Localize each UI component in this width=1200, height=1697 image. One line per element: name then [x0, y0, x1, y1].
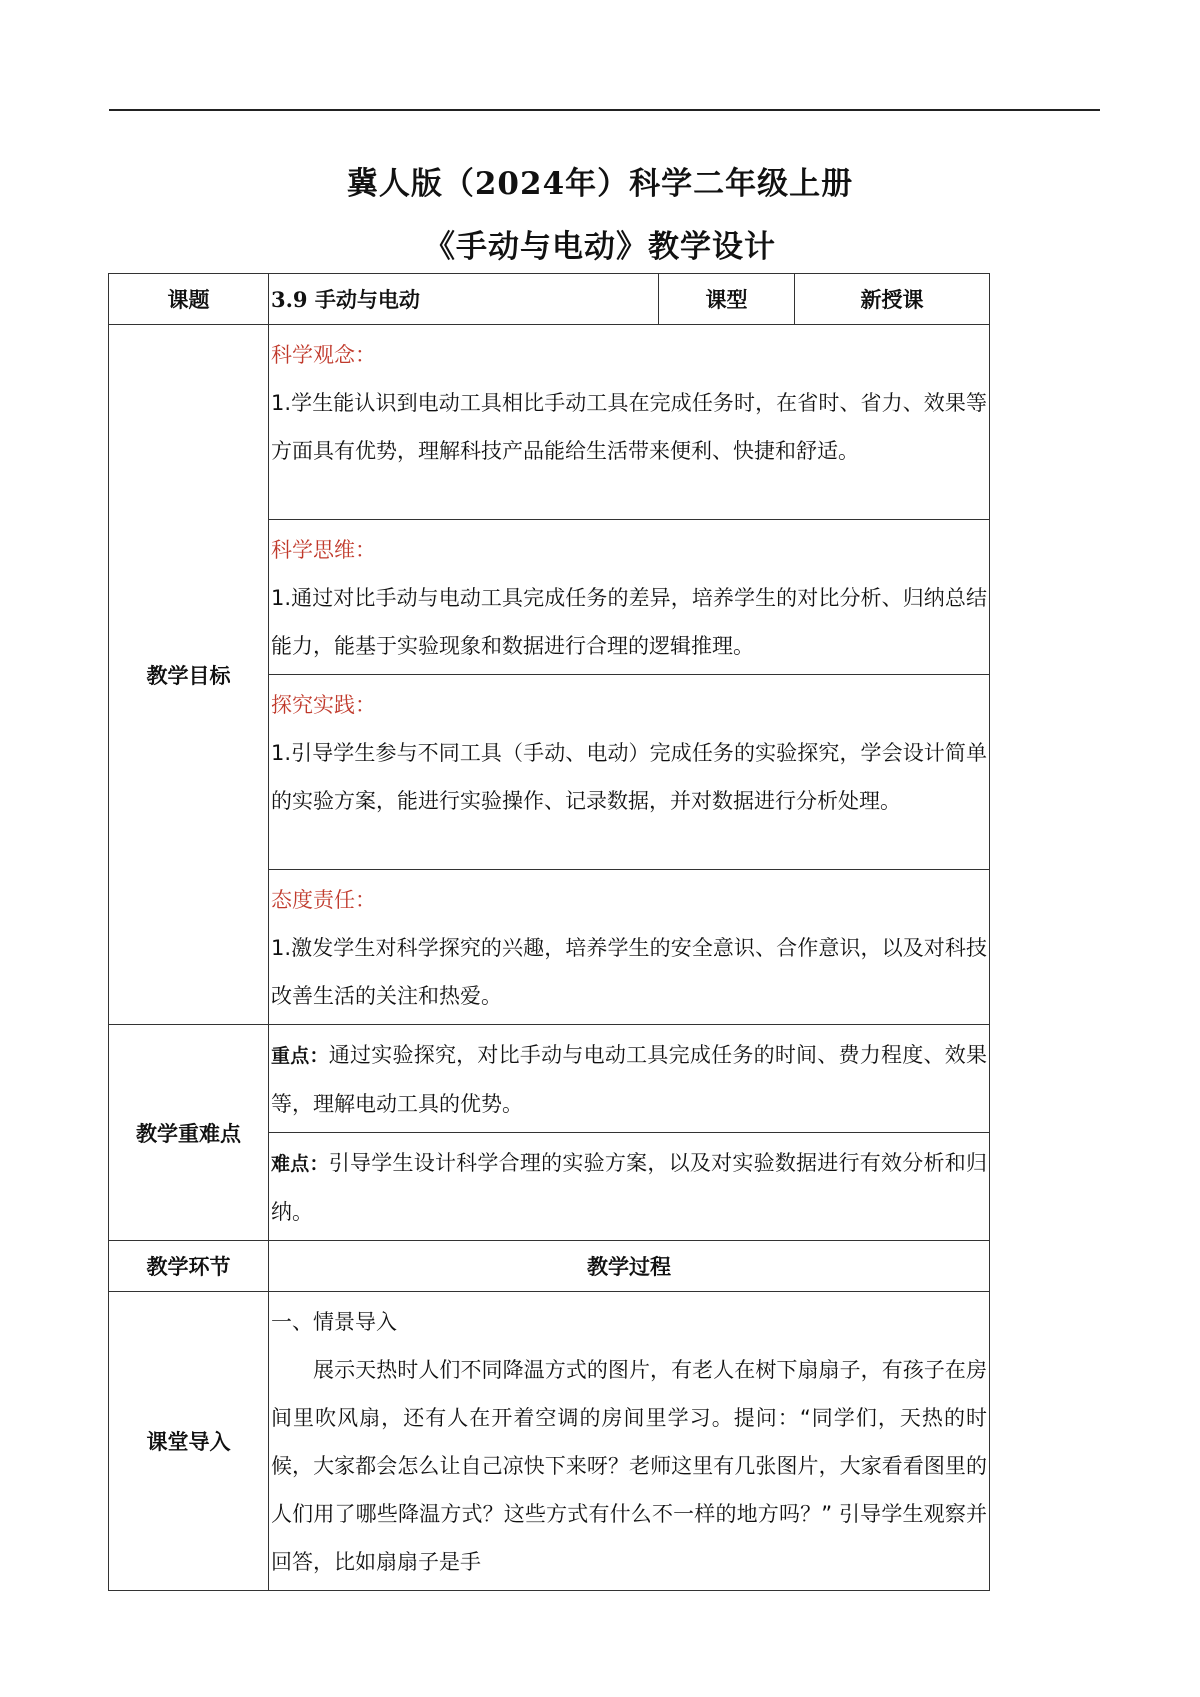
objective-text: 1.引导学生参与不同工具（手动、电动）完成任务的实验探究，学会设计简单的实验方案，能进行实验操作、记录数据，并对数据进行分析处理。 [271, 741, 987, 813]
objective-text: 1.学生能认识到电动工具相比手动工具在完成任务时，在省时、省力、效果等方面具有优势，理解科技产品能给生活带来便利、快捷和舒适。 [271, 391, 987, 463]
top-rule [109, 109, 1100, 111]
focus-cell [269, 1025, 990, 1133]
difficulty-prefix: 难点： [271, 1153, 329, 1175]
process-label: 教学过程 [269, 1241, 990, 1292]
objectives-label: 教学目标 [109, 325, 269, 1025]
focus-prefix: 重点： [271, 1045, 329, 1067]
objective-heading: 探究实践： [271, 693, 376, 717]
objective-section [269, 325, 990, 520]
objective-row-1 [109, 325, 990, 520]
objective-text: 1.通过对比手动与电动工具完成任务的差异，培养学生的对比分析、归纳总结能力，能基于实验现象和数据进行合理的逻辑推理。 [271, 586, 987, 658]
key-points-label: 教学重难点 [109, 1025, 269, 1241]
process-header-row [109, 1241, 990, 1292]
focus-row [109, 1025, 990, 1133]
type-value: 新授课 [795, 274, 990, 325]
topic-value: 3.9 手动与电动 [269, 274, 659, 325]
objective-heading: 科学思维： [271, 538, 376, 562]
intro-label: 课堂导入 [109, 1292, 269, 1591]
topic-row [109, 274, 990, 325]
document-subtitle: 《手动与电动》教学设计 [424, 229, 776, 265]
difficulty-text: 引导学生设计科学合理的实验方案，以及对实验数据进行有效分析和归纳。 [271, 1151, 987, 1224]
intro-cell [269, 1292, 990, 1591]
focus-text: 通过实验探究，对比手动与电动工具完成任务的时间、费力程度、效果等，理解电动工具的优势。 [271, 1043, 987, 1116]
objective-heading: 态度责任： [271, 888, 376, 912]
intro-heading: 一、情景导入 [271, 1310, 397, 1334]
type-label: 课型 [659, 274, 795, 325]
objective-section [269, 520, 990, 675]
objective-heading: 科学观念： [271, 343, 376, 367]
objective-section [269, 675, 990, 870]
document-title: 冀人版（2024年）科学二年级上册 [346, 166, 854, 202]
intro-text: 展示天热时人们不同降温方式的图片，有老人在树下扇扇子，有孩子在房间里吹风扇，还有人在开着空调的房间里学习。提问：“同学们，天热的时候，大家都会怎么让自己凉快下来呀？老师这里有几张图片，大家看看图里的人们用了哪些降温方式？这些方式有什么不一样的地方吗？” 引导学生观察并回答，比如扇扇子是手 [271, 1358, 987, 1574]
objective-text: 1.激发学生对科学探究的兴趣，培养学生的安全意识、合作意识，以及对科技改善生活的关注和热爱。 [271, 936, 987, 1008]
stage-label: 教学环节 [109, 1241, 269, 1292]
difficulty-cell [269, 1133, 990, 1241]
lesson-plan-table [108, 273, 990, 1591]
topic-label: 课题 [109, 274, 269, 325]
intro-row [109, 1292, 990, 1591]
objective-section [269, 870, 990, 1025]
